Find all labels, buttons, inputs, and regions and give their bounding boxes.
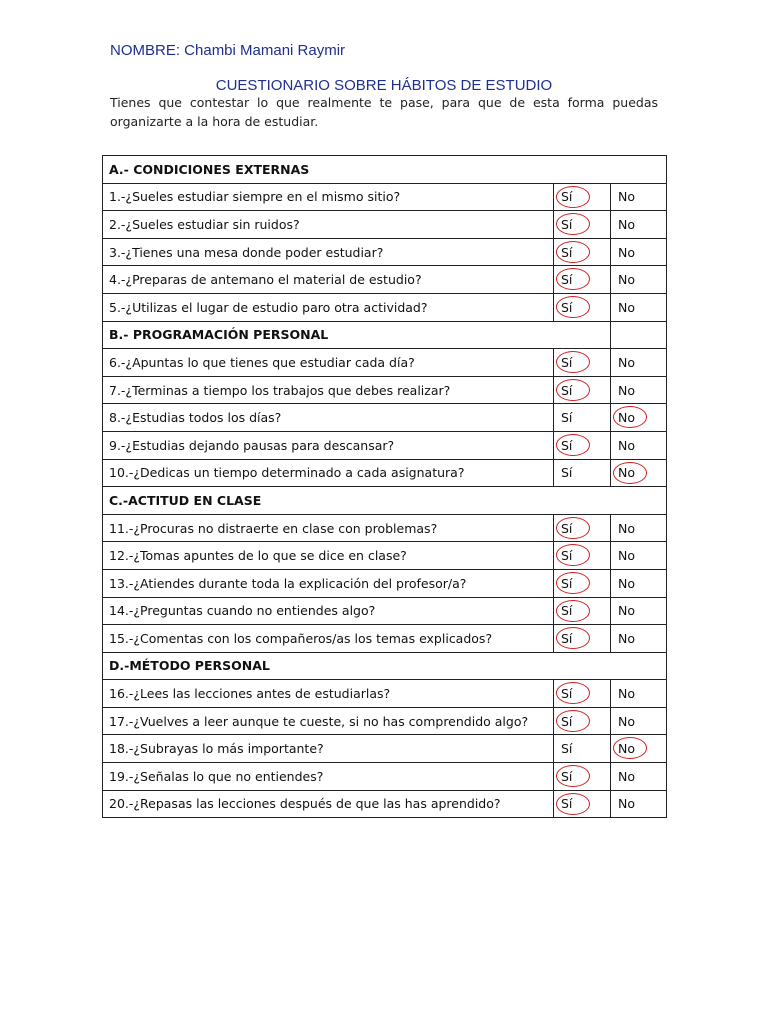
question-text: 3.-¿Tienes una mesa donde poder estudiar?	[103, 238, 554, 266]
answer-si-cell[interactable]	[554, 542, 611, 570]
question-row	[103, 680, 667, 708]
answer-si-label: Sí	[561, 630, 573, 646]
answer-no-cell[interactable]	[611, 735, 667, 763]
answer-si-label: Sí	[561, 575, 573, 591]
question-row	[103, 514, 667, 542]
question-row	[103, 238, 667, 266]
question-row	[103, 404, 667, 432]
answer-si-cell[interactable]	[554, 404, 611, 432]
question-text: 5.-¿Utilizas el lugar de estudio paro otra actividad?	[103, 293, 554, 321]
answer-si-cell[interactable]	[554, 569, 611, 597]
answer-no-label: No	[618, 382, 635, 398]
answer-si-cell[interactable]	[554, 735, 611, 763]
answer-si-label: Sí	[561, 354, 573, 370]
section-empty-cell	[611, 321, 667, 349]
answer-no-label: No	[618, 768, 635, 784]
question-text: 4.-¿Preparas de antemano el material de estudio?	[103, 266, 554, 294]
question-row	[103, 542, 667, 570]
question-row	[103, 707, 667, 735]
question-text: 19.-¿Señalas lo que no entiendes?	[103, 763, 554, 791]
answer-no-label: No	[618, 244, 635, 260]
question-row	[103, 735, 667, 763]
answer-no-cell[interactable]	[611, 349, 667, 377]
answer-si-label: Sí	[561, 548, 573, 564]
question-text: 20.-¿Repasas las lecciones después de que las has aprendido?	[103, 790, 554, 818]
answer-no-cell[interactable]	[611, 183, 667, 211]
answer-no-label: No	[618, 354, 635, 370]
question-row	[103, 459, 667, 487]
answer-si-label: Sí	[561, 216, 573, 232]
question-text: 6.-¿Apuntas lo que tienes que estudiar cada día?	[103, 349, 554, 377]
question-row	[103, 293, 667, 321]
section-title: B.- PROGRAMACIÓN PERSONAL	[103, 321, 611, 349]
question-row	[103, 790, 667, 818]
question-row	[103, 211, 667, 239]
question-row	[103, 376, 667, 404]
answer-no-label: No	[618, 189, 635, 205]
answer-no-cell[interactable]	[611, 211, 667, 239]
question-text: 16.-¿Lees las lecciones antes de estudiarlas?	[103, 680, 554, 708]
answer-no-cell[interactable]	[611, 238, 667, 266]
answer-si-cell[interactable]	[554, 183, 611, 211]
answer-no-cell[interactable]	[611, 597, 667, 625]
answer-no-label: No	[618, 741, 635, 757]
answer-no-cell[interactable]	[611, 376, 667, 404]
answer-no-label: No	[618, 410, 635, 426]
answer-no-label: No	[618, 272, 635, 288]
question-text: 12.-¿Tomas apuntes de lo que se dice en clase?	[103, 542, 554, 570]
section-title: C.-ACTITUD EN CLASE	[103, 487, 667, 515]
question-text: 10.-¿Dedicas un tiempo determinado a cada asignatura?	[103, 459, 554, 487]
section-header-row	[103, 321, 667, 349]
answer-si-cell[interactable]	[554, 597, 611, 625]
answer-no-label: No	[618, 520, 635, 536]
section-title: A.- CONDICIONES EXTERNAS	[103, 156, 667, 184]
instructions-text: Tienes que contestar lo que realmente te pase, para que de esta forma puedas organizarte a la hora de estudiar.	[110, 95, 658, 129]
answer-si-label: Sí	[561, 768, 573, 784]
answer-si-label: Sí	[561, 410, 573, 426]
answer-no-cell[interactable]	[611, 514, 667, 542]
questionnaire-table	[102, 155, 667, 818]
section-header-row	[103, 487, 667, 515]
section-header-row	[103, 652, 667, 680]
answer-si-cell[interactable]	[554, 625, 611, 653]
answer-si-label: Sí	[561, 520, 573, 536]
questionnaire-body	[103, 156, 667, 818]
answer-no-label: No	[618, 796, 635, 812]
answer-si-cell[interactable]	[554, 293, 611, 321]
answer-no-label: No	[618, 299, 635, 315]
question-row	[103, 625, 667, 653]
answer-no-cell[interactable]	[611, 459, 667, 487]
answer-no-label: No	[618, 216, 635, 232]
question-text: 11.-¿Procuras no distraerte en clase con problemas?	[103, 514, 554, 542]
answer-si-cell[interactable]	[554, 514, 611, 542]
answer-no-label: No	[618, 548, 635, 564]
answer-no-cell[interactable]	[611, 790, 667, 818]
answer-si-cell[interactable]	[554, 238, 611, 266]
answer-si-cell[interactable]	[554, 376, 611, 404]
answer-no-cell[interactable]	[611, 680, 667, 708]
question-text: 8.-¿Estudias todos los días?	[103, 404, 554, 432]
question-row	[103, 266, 667, 294]
answer-si-label: Sí	[561, 437, 573, 453]
answer-no-label: No	[618, 713, 635, 729]
student-name: NOMBRE: Chambi Mamani Raymir	[110, 42, 346, 59]
answer-si-label: Sí	[561, 299, 573, 315]
answer-no-cell[interactable]	[611, 542, 667, 570]
question-text: 13.-¿Atiendes durante toda la explicación del profesor/a?	[103, 569, 554, 597]
answer-no-label: No	[618, 437, 635, 453]
question-text: 14.-¿Preguntas cuando no entiendes algo?	[103, 597, 554, 625]
answer-si-label: Sí	[561, 603, 573, 619]
section-title: D.-MÉTODO PERSONAL	[103, 652, 667, 680]
question-row	[103, 431, 667, 459]
answer-si-cell[interactable]	[554, 349, 611, 377]
answer-si-cell[interactable]	[554, 707, 611, 735]
answer-si-label: Sí	[561, 741, 573, 757]
answer-no-label: No	[618, 686, 635, 702]
question-text: 7.-¿Terminas a tiempo los trabajos que debes realizar?	[103, 376, 554, 404]
answer-si-label: Sí	[561, 382, 573, 398]
question-text: 2.-¿Sueles estudiar sin ruidos?	[103, 211, 554, 239]
answer-no-label: No	[618, 630, 635, 646]
question-row	[103, 597, 667, 625]
question-row	[103, 763, 667, 791]
answer-si-label: Sí	[561, 189, 573, 205]
answer-no-cell[interactable]	[611, 404, 667, 432]
answer-si-cell[interactable]	[554, 790, 611, 818]
document-title: CUESTIONARIO SOBRE HÁBITOS DE ESTUDIO	[215, 77, 553, 94]
question-row	[103, 349, 667, 377]
answer-si-cell[interactable]	[554, 459, 611, 487]
answer-si-label: Sí	[561, 244, 573, 260]
answer-no-label: No	[618, 465, 635, 481]
answer-si-cell[interactable]	[554, 680, 611, 708]
answer-si-label: Sí	[561, 796, 573, 812]
answer-no-cell[interactable]	[611, 569, 667, 597]
answer-no-label: No	[618, 603, 635, 619]
answer-si-cell[interactable]	[554, 431, 611, 459]
answer-no-cell[interactable]	[611, 707, 667, 735]
question-text: 18.-¿Subrayas lo más importante?	[103, 735, 554, 763]
answer-si-label: Sí	[561, 686, 573, 702]
answer-no-label: No	[618, 575, 635, 591]
question-row	[103, 569, 667, 597]
answer-si-label: Sí	[561, 465, 573, 481]
answer-no-cell[interactable]	[611, 266, 667, 294]
answer-si-label: Sí	[561, 713, 573, 729]
question-row	[103, 183, 667, 211]
question-text: 17.-¿Vuelves a leer aunque te cueste, si no has comprendido algo?	[103, 707, 554, 735]
answer-no-cell[interactable]	[611, 293, 667, 321]
question-text: 9.-¿Estudias dejando pausas para descansar?	[103, 431, 554, 459]
answer-no-cell[interactable]	[611, 625, 667, 653]
answer-si-cell[interactable]	[554, 266, 611, 294]
answer-no-cell[interactable]	[611, 431, 667, 459]
question-text: 15.-¿Comentas con los compañeros/as los temas explicados?	[103, 625, 554, 653]
answer-si-cell[interactable]	[554, 763, 611, 791]
answer-no-cell[interactable]	[611, 763, 667, 791]
question-text: 1.-¿Sueles estudiar siempre en el mismo sitio?	[103, 183, 554, 211]
section-header-row	[103, 156, 667, 184]
answer-si-cell[interactable]	[554, 211, 611, 239]
answer-si-label: Sí	[561, 272, 573, 288]
